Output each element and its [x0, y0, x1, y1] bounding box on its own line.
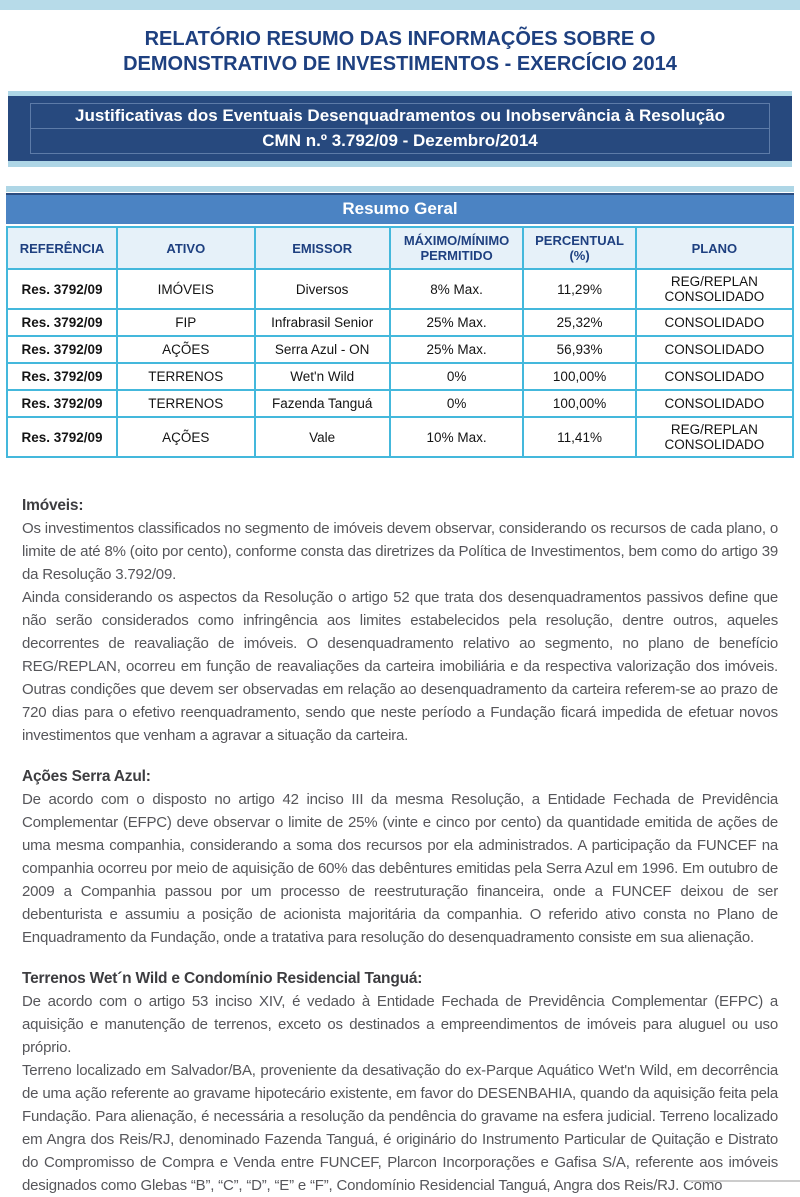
table-row: [7, 309, 793, 336]
cell-referencia: Res. 3792/09: [7, 269, 117, 309]
cell-emissor: Wet'n Wild: [255, 363, 390, 390]
cell-percentual: 100,00%: [523, 363, 635, 390]
page-title-line-1: RELATÓRIO RESUMO DAS INFORMAÇÕES SOBRE O: [144, 28, 656, 50]
section-imoveis: [22, 494, 778, 747]
cell-ativo: AÇÕES: [117, 336, 255, 363]
cell-ativo: FIP: [117, 309, 255, 336]
cell-referencia: Res. 3792/09: [7, 363, 117, 390]
page-title-line-2: DEMONSTRATIVO DE INVESTIMENTOS - EXERCÍCIO 2014: [123, 53, 677, 75]
cell-maximo-minimo: 0%: [390, 363, 524, 390]
section-heading: Ações Serra Azul:: [22, 768, 151, 785]
cell-emissor: Fazenda Tanguá: [255, 390, 390, 417]
cell-ativo: TERRENOS: [117, 390, 255, 417]
cell-maximo-minimo: 8% Max.: [390, 269, 524, 309]
column-header-percentual: PERCENTUAL (%): [523, 227, 635, 269]
cell-plano: CONSOLIDADO: [636, 390, 793, 417]
cell-percentual: 25,32%: [523, 309, 635, 336]
table-row: [7, 390, 793, 417]
table-title: Resumo Geral: [6, 193, 794, 224]
section-paragraph: Os investimentos classificados no segmento de imóveis devem observar, considerando os recursos de cada plano, o limite de até 8% (oito por cento), conforme consta das diretrizes da Política de Investimentos, bem como do artigo 39 da Resolução 3.792/09.: [22, 520, 778, 583]
cell-emissor: Serra Azul - ON: [255, 336, 390, 363]
cell-referencia: Res. 3792/09: [7, 417, 117, 457]
table-row: [7, 336, 793, 363]
cell-plano: CONSOLIDADO: [636, 309, 793, 336]
page-title: [0, 27, 800, 77]
cell-plano: REG/REPLAN CONSOLIDADO: [636, 417, 793, 457]
table-header-row: [7, 227, 793, 269]
cell-plano: CONSOLIDADO: [636, 336, 793, 363]
cell-ativo: AÇÕES: [117, 417, 255, 457]
cell-plano: REG/REPLAN CONSOLIDADO: [636, 269, 793, 309]
cell-percentual: 11,41%: [523, 417, 635, 457]
section-terrenos: [22, 967, 778, 1197]
resumo-geral-table: [6, 186, 794, 458]
cell-emissor: Infrabrasil Senior: [255, 309, 390, 336]
cell-percentual: 11,29%: [523, 269, 635, 309]
cell-emissor: Vale: [255, 417, 390, 457]
section-paragraph: Terreno localizado em Salvador/BA, proveniente da desativação do ex-Parque Aquático Wet'n Wild, em decorrência de uma ação referente ao gravame hipotecário existente, em favor do DESENBAHIA, quando da aquisição feita pela Fundação. Para alienação, é necessária a resolução da pendência do gravame na esfera judicial. Terreno localizado em Angra dos Reis/RJ, denominado Fazenda Tanguá, é originário do Instrumento Particular de Quitação e Distrato do Compromisso de Compra e Venda entre FUNCEF, Plarcon Incorporações e Gafisa S/A, referente aos imóveis designados como Glebas “B”, “C”, “D”, “E” e “F”, Condomínio Residencial Tanguá, Angra dos Reis/RJ. Como: [22, 1062, 778, 1194]
section-paragraph: Ainda considerando os aspectos da Resolução o artigo 52 que trata dos desenquadramentos passivos define que não serão considerados como infringência aos limites estabelecidos pela resolução, dentre outros, aqueles decorrentes de reavaliação de imóveis. O desenquadramento relativo ao segmento, no plano de benefício REG/REPLAN, ocorreu em função de reavaliações da carteira imobiliária e da respectiva valorização dos imóveis. Outras condições que devem ser observadas em relação ao desenquadramento da carteira referem-se ao prazo de 720 dias para o efetivo reenquadramento, sendo que neste período a Fundação ficará impedida de efetuar novos investimentos que venham a agravar a situação da carteira.: [22, 589, 778, 744]
cell-percentual: 100,00%: [523, 390, 635, 417]
column-header-plano: PLANO: [636, 227, 793, 269]
cell-emissor: Diversos: [255, 269, 390, 309]
section-heading: Imóveis:: [22, 497, 84, 514]
section-paragraph: De acordo com o artigo 53 inciso XIV, é vedado à Entidade Fechada de Previdência Complementar (EFPC) a aquisição e manutenção de terrenos, exceto os destinados a empreendimentos de imóveis para aluguel ou uso próprio.: [22, 993, 778, 1056]
justification-banner: [8, 91, 792, 167]
table-top-strip: [6, 186, 794, 192]
banner-bottom-strip: [8, 161, 792, 167]
table-row: [7, 417, 793, 457]
report-body: [0, 494, 800, 1197]
column-header-maximo-minimo: MÁXIMO/MÍNIMO PERMITIDO: [390, 227, 524, 269]
cell-maximo-minimo: 25% Max.: [390, 309, 524, 336]
cell-referencia: Res. 3792/09: [7, 309, 117, 336]
section-heading: Terrenos Wet´n Wild e Condomínio Residencial Tanguá:: [22, 970, 423, 987]
cell-maximo-minimo: 10% Max.: [390, 417, 524, 457]
table-row: [7, 363, 793, 390]
cell-maximo-minimo: 0%: [390, 390, 524, 417]
cell-referencia: Res. 3792/09: [7, 336, 117, 363]
table-row: [7, 269, 793, 309]
banner-line-1: Justificativas dos Eventuais Desenquadramentos ou Inobservância à Resolução: [31, 104, 769, 129]
column-header-referencia: REFERÊNCIA: [7, 227, 117, 269]
section-acoes-serra-azul: [22, 765, 778, 949]
section-paragraph: De acordo com o disposto no artigo 42 inciso III da mesma Resolução, a Entidade Fechada de Previdência Complementar (EFPC) deve observar o limite de 25% (vinte e cinco por cento) da quantidade emitida de ações de uma mesma companhia, considerando a soma dos recursos por ela administrados. A participação da FUNCEF na companhia ocorreu por meio de aquisição de 60% das debêntures emitidas pela Serra Azul em 1996. Em outubro de 2009 a Companhia passou por um processo de reestruturação financeira, onde a FUNCEF deixou de ser debenturista e assumiu a posição de acionista majoritária da companhia. O referido ativo consta no Plano de Enquadramento da Fundação, onde a tratativa para resolução do desenquadramento consiste em sua alienação.: [22, 791, 778, 946]
column-header-ativo: ATIVO: [117, 227, 255, 269]
page-top-strip: [0, 0, 800, 10]
cell-plano: CONSOLIDADO: [636, 363, 793, 390]
cell-maximo-minimo: 25% Max.: [390, 336, 524, 363]
cell-ativo: IMÓVEIS: [117, 269, 255, 309]
cell-referencia: Res. 3792/09: [7, 390, 117, 417]
column-header-emissor: EMISSOR: [255, 227, 390, 269]
cell-ativo: TERRENOS: [117, 363, 255, 390]
banner-line-2: CMN n.º 3.792/09 - Dezembro/2014: [262, 131, 538, 150]
cell-percentual: 56,93%: [523, 336, 635, 363]
